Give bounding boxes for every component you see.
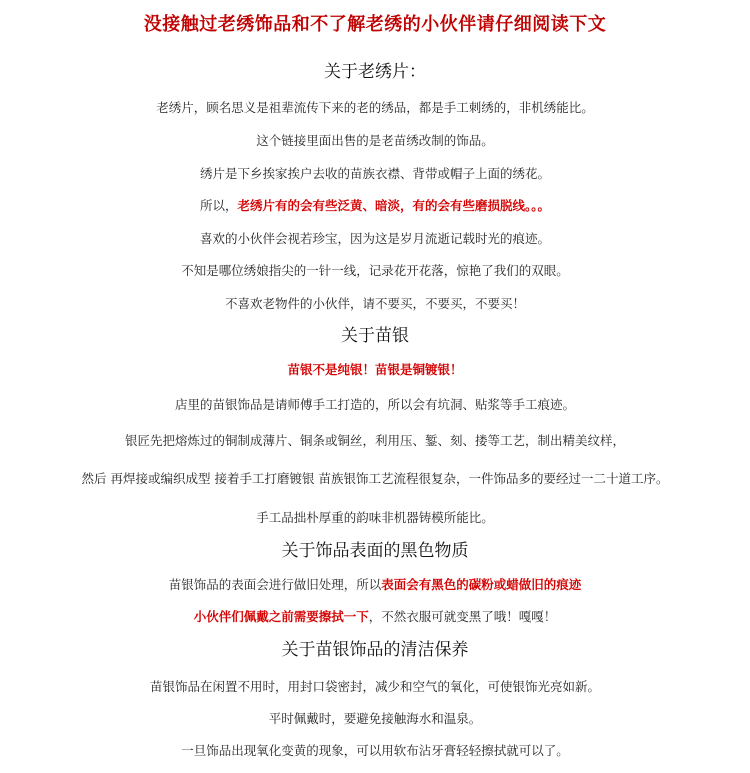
warning-text: 小伙伴们佩戴之前需要擦拭一下 (193, 609, 369, 624)
paragraph-line: 这个链接里面出售的是老苗绣改制的饰品。 (256, 133, 494, 148)
section-heading-embroidery: 关于老绣片： (324, 62, 426, 82)
warning-text: 表面会有黑色的碳粉或蜡做旧的痕迹 (381, 577, 582, 592)
paragraph-line-emphasis (0, 609, 750, 624)
text-prefix: 所以， (199, 198, 238, 213)
paragraph-line: 然后 再焊接或编织成型 接着手工打磨镀银 苗族银饰工艺流程很复杂，一件饰品多的要经过一二十道工序。 (81, 471, 669, 486)
text-prefix: 苗银饰品的表面会进行做旧处理，所以 (168, 577, 382, 592)
paragraph-line: 苗银饰品在闲置不用时，用封口袋密封，减少和空气的氧化，可使银饰光亮如新。 (149, 679, 600, 694)
section-heading-miao-silver: 关于苗银 (341, 326, 409, 346)
paragraph-line: 一旦饰品出现氧化变黄的现象，可以用软布沾牙膏轻轻擦拭就可以了。 (181, 743, 569, 758)
section-heading-care: 关于苗银饰品的清洁保养 (281, 640, 469, 660)
warning-text: 老绣片有的会有些泛黄、暗淡，有的会有些磨损脱线。。。 (237, 198, 551, 213)
paragraph-line-emphasis (0, 198, 750, 213)
paragraph-line-emphasis (0, 577, 750, 592)
paragraph-line: 绣片是下乡挨家挨户去收的苗族衣襟、背带或帽子上面的绣花。 (199, 166, 550, 181)
text-suffix: ，不然衣服可就变黑了哦！嘎嘎！ (368, 609, 557, 624)
paragraph-line: 平时佩戴时，要避免接触海水和温泉。 (268, 711, 482, 726)
paragraph-line: 银匠先把熔炼过的铜制成薄片、铜条或铜丝，利用压、錾、刻、搂等工艺，制出精美纹样， (124, 433, 625, 448)
paragraph-line: 手工品拙朴厚重的韵味非机器铸模所能比。 (256, 510, 494, 525)
paragraph-line: 老绣片，顾名思义是祖辈流传下来的老的绣品，都是手工刺绣的，非机绣能比。 (156, 100, 594, 115)
paragraph-line: 不喜欢老物件的小伙伴，请不要买，不要买，不要买！ (224, 296, 525, 311)
section-heading-black-residue: 关于饰品表面的黑色物质 (281, 541, 469, 561)
page-title: 没接触过老绣饰品和不了解老绣的小伙伴请仔细阅读下文 (143, 14, 607, 35)
paragraph-line: 不知是哪位绣娘指尖的一针一线，记录花开花落，惊艳了我们的双眼。 (181, 263, 569, 278)
warning-text: 苗银不是纯银！苗银是铜镀银！ (287, 362, 463, 377)
paragraph-line: 喜欢的小伙伴会视若珍宝，因为这是岁月流逝记载时光的痕迹。 (199, 231, 550, 246)
paragraph-line: 店里的苗银饰品是请师傅手工打造的，所以会有坑洞、贴浆等手工痕迹。 (174, 397, 575, 412)
